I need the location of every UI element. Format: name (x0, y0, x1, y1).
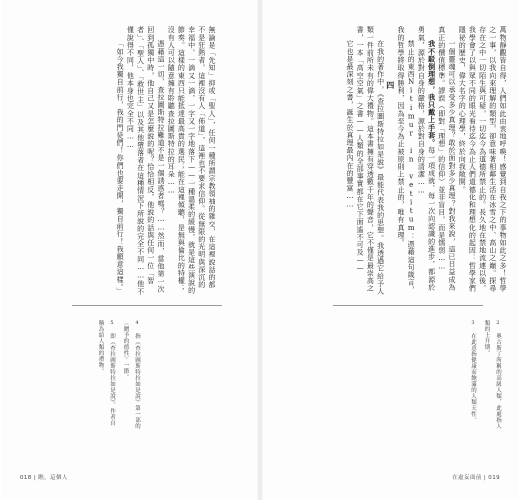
left-paragraph: 憑藉這一切，查拉圖斯特拉難道不是一個誘惑者嗎？……然而，當他第一次回到孤獨中時，他自己又是怎麼說的呢？恰恰相反，他說的話與任何一位「智者」、「聖人」、「救世主」以及其他墮落者在這種情況下所說的完全不同……他不僅說得不同，他本身也完全不同…… (126, 26, 165, 296)
right-folio: 在虛妄面前 | 019 (452, 475, 500, 481)
left-quote: 「如今我獨自前行，我的門徒們！你們也要走開，獨自前行！我願意這樣。」 (116, 40, 125, 295)
right-footnotes (465, 320, 504, 430)
footnote-number: 3 (470, 320, 476, 327)
right-paragraph: 在我的著作中，《查拉圖斯特拉如是說》最能代表我的思想。我透過它給予人類一件前所未有的偉大禮物。這本書擁有穿透數千年的聲音，它不僅是最崇高之書，一本「高空空氣」之書——人類的全部事實都在它下面遙不可及—— (356, 26, 385, 295)
footnote-text: 即《查拉圖斯特拉如是說》，作者自稱為給人類的禮物。 (97, 320, 115, 427)
bold-phrase: 我不駁倒理想，我只戴上手套。 (427, 40, 437, 147)
footnote (480, 320, 503, 430)
footnote (467, 320, 479, 430)
right-main-text (276, 26, 508, 296)
footnote-text: 在此意指健康而飽滿的人類天性。 (470, 333, 476, 423)
left-main-text (7, 26, 217, 296)
footnote-number: 2 (495, 320, 501, 327)
footnote-number: 5 (109, 320, 115, 327)
left-notes-divider (72, 305, 222, 306)
right-paragraph: 一個靈魂可以承受多少真理？敢於面對多少真理？對我來說，這已日益成為真正的價值標準。謬誤（即對「理想」的信仰）並非盲目，而是懦弱…… (437, 26, 456, 291)
right-paragraph (416, 26, 436, 296)
right-inline-text: 每一項成就、每一次向認識的進步，都源於勇氣，源於對自身的嚴格，源於對自身的清潔…… (417, 26, 436, 291)
right-paragraph: 它也是最深刻之書，誕生於真理最內在的豐富…… (345, 40, 354, 210)
footnote-text: 指《查拉圖斯特拉如是說》第一部的〈贈予的德性〉一節。 (122, 320, 140, 429)
right-notes-divider (333, 305, 483, 306)
section-heading: 四 (385, 81, 396, 90)
left-paragraph: 無論是「先知」抑或「聖人」，任何一種所謂宗教領袖的雜交，在這裡說話的都不是狂熱者，這裡沒有人「佈道」，這裡也不要求信仰。從無限的光明與深沉的幸福中，一滴又一滴，一字又一字地落下——一種溫柔的緩慢，就是這些演說的節奏。這樣的東西只能抵達最高貴的選民；能在這裡傾聽，是無與倫比的特權；沒有人可以隨意擁有聆聽查拉圖斯特拉的耳朵…… (167, 26, 216, 294)
right-page (263, 0, 518, 500)
right-paragraph: 禁止的東西Nitimur in vetitum：憑藉這句箴言，我的哲學將取得勝利，因為至今為止被原則上禁止的，唯有真理。 (396, 26, 416, 294)
footnote (119, 320, 142, 430)
left-folio: 018 | 瞧，這個人 (20, 475, 68, 481)
right-paragraph: 萬物靜觀皆自得，人們如此由衷地呼喚！感覺到自我之下的事物如此之多！哲學之一事，以我向來理解的類型，卻意味著相鄰生活在冰雪之中、高山之巔。探尋存在之中一切陌生與可疑，一切迄今為道德所禁止的。長久地在禁地流連以後，我學會了以與眾不同的眼光看待迄今為止人們道德化和理想化的起因：哲學家們隱祕的歷史，偉大名字的心理學，終於向我敞開。 (458, 26, 507, 292)
left-footnotes (92, 320, 142, 430)
footnote-number: 4 (134, 320, 140, 327)
footnote (94, 320, 117, 430)
footnote-text: 奧古斯丁所稱的高級人類，此處指人類的上升期。 (483, 320, 501, 429)
left-page (2, 0, 257, 500)
